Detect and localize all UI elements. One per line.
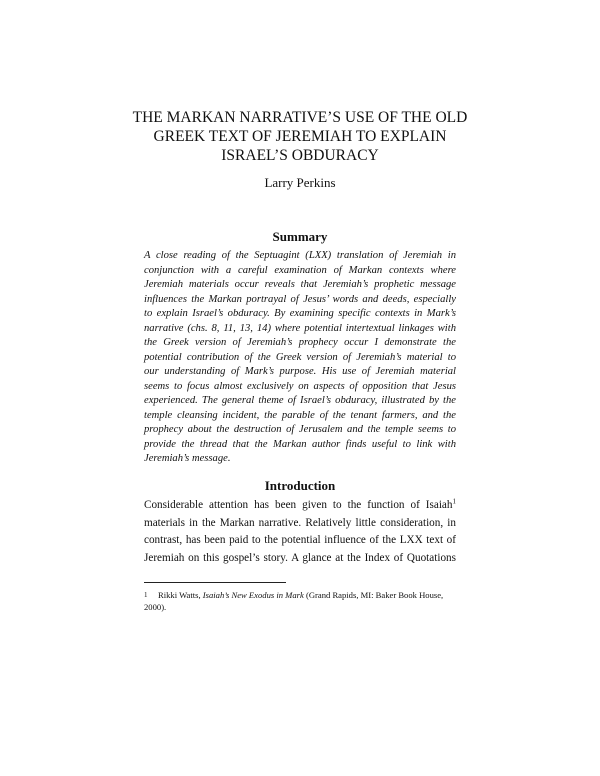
body-line-text: Considerable attention has been given to the function of Isaiah bbox=[144, 499, 453, 511]
introduction-heading: Introduction bbox=[264, 478, 336, 493]
footnote-author: Rikki Watts, bbox=[158, 590, 203, 600]
body-line: Jeremiah on this gospel’s story. A glance at the Index of Quotations bbox=[144, 551, 456, 564]
abstract-line: experienced. The general theme of Israel’s obduracy, illustrated by the bbox=[144, 395, 456, 406]
abstract-line: seems to focus almost exclusively on aspects of opposition that Jesus bbox=[144, 380, 456, 392]
body-line: materials in the Markan narrative. Relatively little consideration, in bbox=[144, 516, 456, 529]
footnote-publication: (Grand Rapids, MI: Baker Book House, bbox=[303, 590, 444, 600]
footnote-marker[interactable]: 1 bbox=[452, 497, 456, 506]
abstract-line: conjunction with a careful examination of Markan contexts where bbox=[144, 264, 456, 276]
abstract-line: temple cleansing incident, the parable of the tenant farmers, and the bbox=[144, 409, 456, 421]
abstract-line: provide the thread that the Markan author finds useful to link with bbox=[144, 438, 456, 450]
abstract-line: narrative (chs. 8, 11, 13, 14) where potential intertextual linkages with bbox=[144, 322, 456, 334]
title-line: GREEK TEXT OF JEREMIAH TO EXPLAIN bbox=[153, 128, 447, 145]
abstract-line: prophecy about the destruction of Jerusalem and the temple seems to bbox=[144, 424, 456, 435]
title-line: ISRAEL’S OBDURACY bbox=[221, 147, 379, 164]
footnote-year: 2000). bbox=[144, 602, 167, 612]
abstract-line: Jeremiah materials occur reveals that Jeremiah’s prophetic message bbox=[144, 279, 456, 290]
abstract-line: our understanding of Mark’s purpose. His use of Jeremiah material bbox=[144, 366, 456, 377]
abstract-line: Jeremiah’s message. bbox=[144, 453, 231, 464]
footnote-book-title: Isaiah’s New Exodus in Mark bbox=[202, 590, 304, 600]
footnote bbox=[144, 589, 456, 613]
body-line: contrast, has been paid to the potential influence of the LXX text of bbox=[144, 534, 456, 546]
title-line: THE MARKAN NARRATIVE’S USE OF THE OLD bbox=[132, 109, 468, 126]
paper-title bbox=[100, 108, 500, 165]
abstract-line: A close reading of the Septuagint (LXX) translation of Jeremiah in bbox=[144, 250, 456, 261]
abstract-line: potential contribution of the Greek version of Jeremiah’s material to bbox=[144, 351, 456, 363]
body-paragraph bbox=[144, 497, 456, 567]
author-name: Larry Perkins bbox=[264, 175, 336, 190]
abstract-line: influences the Markan portrayal of Jesus’ words and deeds, especially bbox=[144, 293, 456, 305]
summary-heading: Summary bbox=[272, 229, 328, 244]
body-line bbox=[144, 497, 456, 515]
footnote-number: 1 bbox=[144, 591, 148, 599]
footnote-divider bbox=[144, 582, 286, 583]
abstract-line: the Greek version of Jeremiah’s prophecy occur I demonstrate the bbox=[144, 337, 456, 348]
abstract-line: to explain Israel’s obduracy. By examining specific contexts in Mark’s bbox=[144, 308, 456, 319]
abstract bbox=[144, 249, 456, 467]
